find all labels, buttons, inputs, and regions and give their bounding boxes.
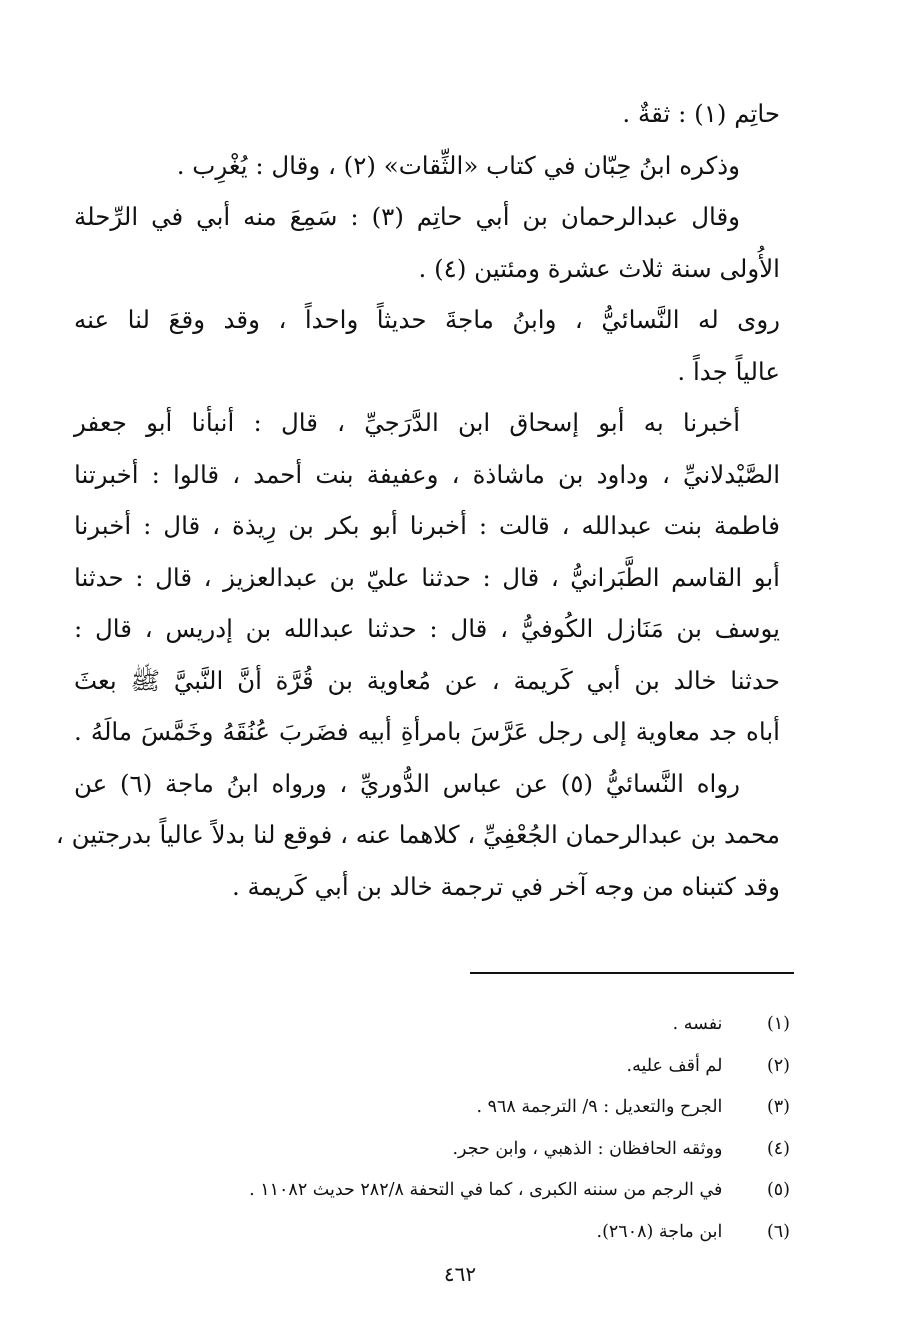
text-line: حدثنا خالد بن أبي كَريمة ، عن مُعاوية بن قُرَّة أنَّ النَّبيَّ ﷺ بعثَ <box>74 665 780 695</box>
footnote-number: (٥) <box>766 1180 790 1200</box>
footnote-item <box>150 1087 790 1129</box>
text-line: أباه جد معاوية إلى رجل عَرَّسَ بامرأةِ أبيه فضَربَ عُنُقَهُ وخَمَّسَ مالَهُ . <box>74 717 780 746</box>
footnote-text: لم أقف عليه. <box>626 1055 723 1076</box>
text-line: الصَّيْدلانيِّ ، وداود بن ماشاذة ، وعفيفة بنت أحمد ، قالوا : أخبرتنا <box>74 459 780 489</box>
text-line: أخبرنا به أبو إسحاق ابن الدَّرَجيِّ ، قال : أنبأنا أبو جعفر <box>74 408 740 437</box>
footnote-separator <box>470 972 794 974</box>
footnote-number: (٢) <box>766 1055 790 1076</box>
footnote-item <box>150 1129 790 1171</box>
text-line: حاتِم (١) : ثقةٌ . <box>622 99 780 128</box>
footnote-item <box>150 1046 790 1088</box>
text-line: وذكره ابنُ حِبّان في كتاب «الثِّقات» (٢) ، وقال : يُغْرِب . <box>176 150 740 180</box>
footnote-text: الجرح والتعديل : ٩/ الترجمة ٩٦٨ . <box>476 1097 723 1117</box>
text-line: فاطمة بنت عبدالله ، قالت : أخبرنا أبو بكر بن رِيذة ، قال : أخبرنا <box>74 511 780 540</box>
text-line: عالياً جداً . <box>677 356 780 386</box>
page-number: ٤٦٢ <box>443 1262 477 1286</box>
text-line: الأُولى سنة ثلاث عشرة ومئتين (٤) . <box>418 253 780 283</box>
footnote-text: ابن ماجة (٢٦٠٨). <box>596 1221 723 1242</box>
text-line: محمد بن عبدالرحمان الجُعْفِيِّ ، كلاهما عنه ، فوقع لنا بدلاً عالياً بدرجتين ، <box>55 820 780 849</box>
text-line: أبو القاسم الطَّبَرانيُّ ، قال : حدثنا عليّ بن عبدالعزيز ، قال : حدثنا <box>74 562 780 592</box>
text-line: رواه النَّسائيُّ (٥) عن عباس الدُّوريِّ ، ورواه ابنُ ماجة (٦) عن <box>74 768 741 798</box>
footnote-text: في الرجم من سننه الكبرى ، كما في التحفة ٢٨٢/٨ حديث ١١٠٨٢ . <box>249 1180 723 1200</box>
text-line: يوسف بن مَنَازل الكُوفيُّ ، قال : حدثنا عبدالله بن إدريس ، قال : <box>74 614 780 643</box>
text-line: وقال عبدالرحمان بن أبي حاتِم (٣) : سَمِعَ منه أبي في الرِّحلة <box>74 202 740 231</box>
footnote-item <box>150 1004 790 1046</box>
footnote-item <box>150 1212 790 1254</box>
text-line: روى له النَّسائيُّ ، وابنُ ماجةَ حديثاً واحداً ، وقد وقعَ لنا عنه <box>74 305 780 334</box>
footnote-number: (٣) <box>766 1097 790 1117</box>
text-line: وقد كتبناه من وجه آخر في ترجمة خالد بن أبي كَريمة . <box>231 871 780 901</box>
footnote-text: ووثقه الحافظان : الذهبي ، وابن حجر. <box>452 1138 723 1159</box>
footnote-item <box>150 1170 790 1212</box>
footnote-number: (٤) <box>766 1138 790 1159</box>
footnote-number: (٦) <box>766 1221 790 1242</box>
main-text <box>55 88 780 912</box>
footnotes <box>150 1004 790 1253</box>
footnote-number: (١) <box>766 1014 790 1034</box>
footnote-text: نفسه . <box>672 1014 723 1034</box>
